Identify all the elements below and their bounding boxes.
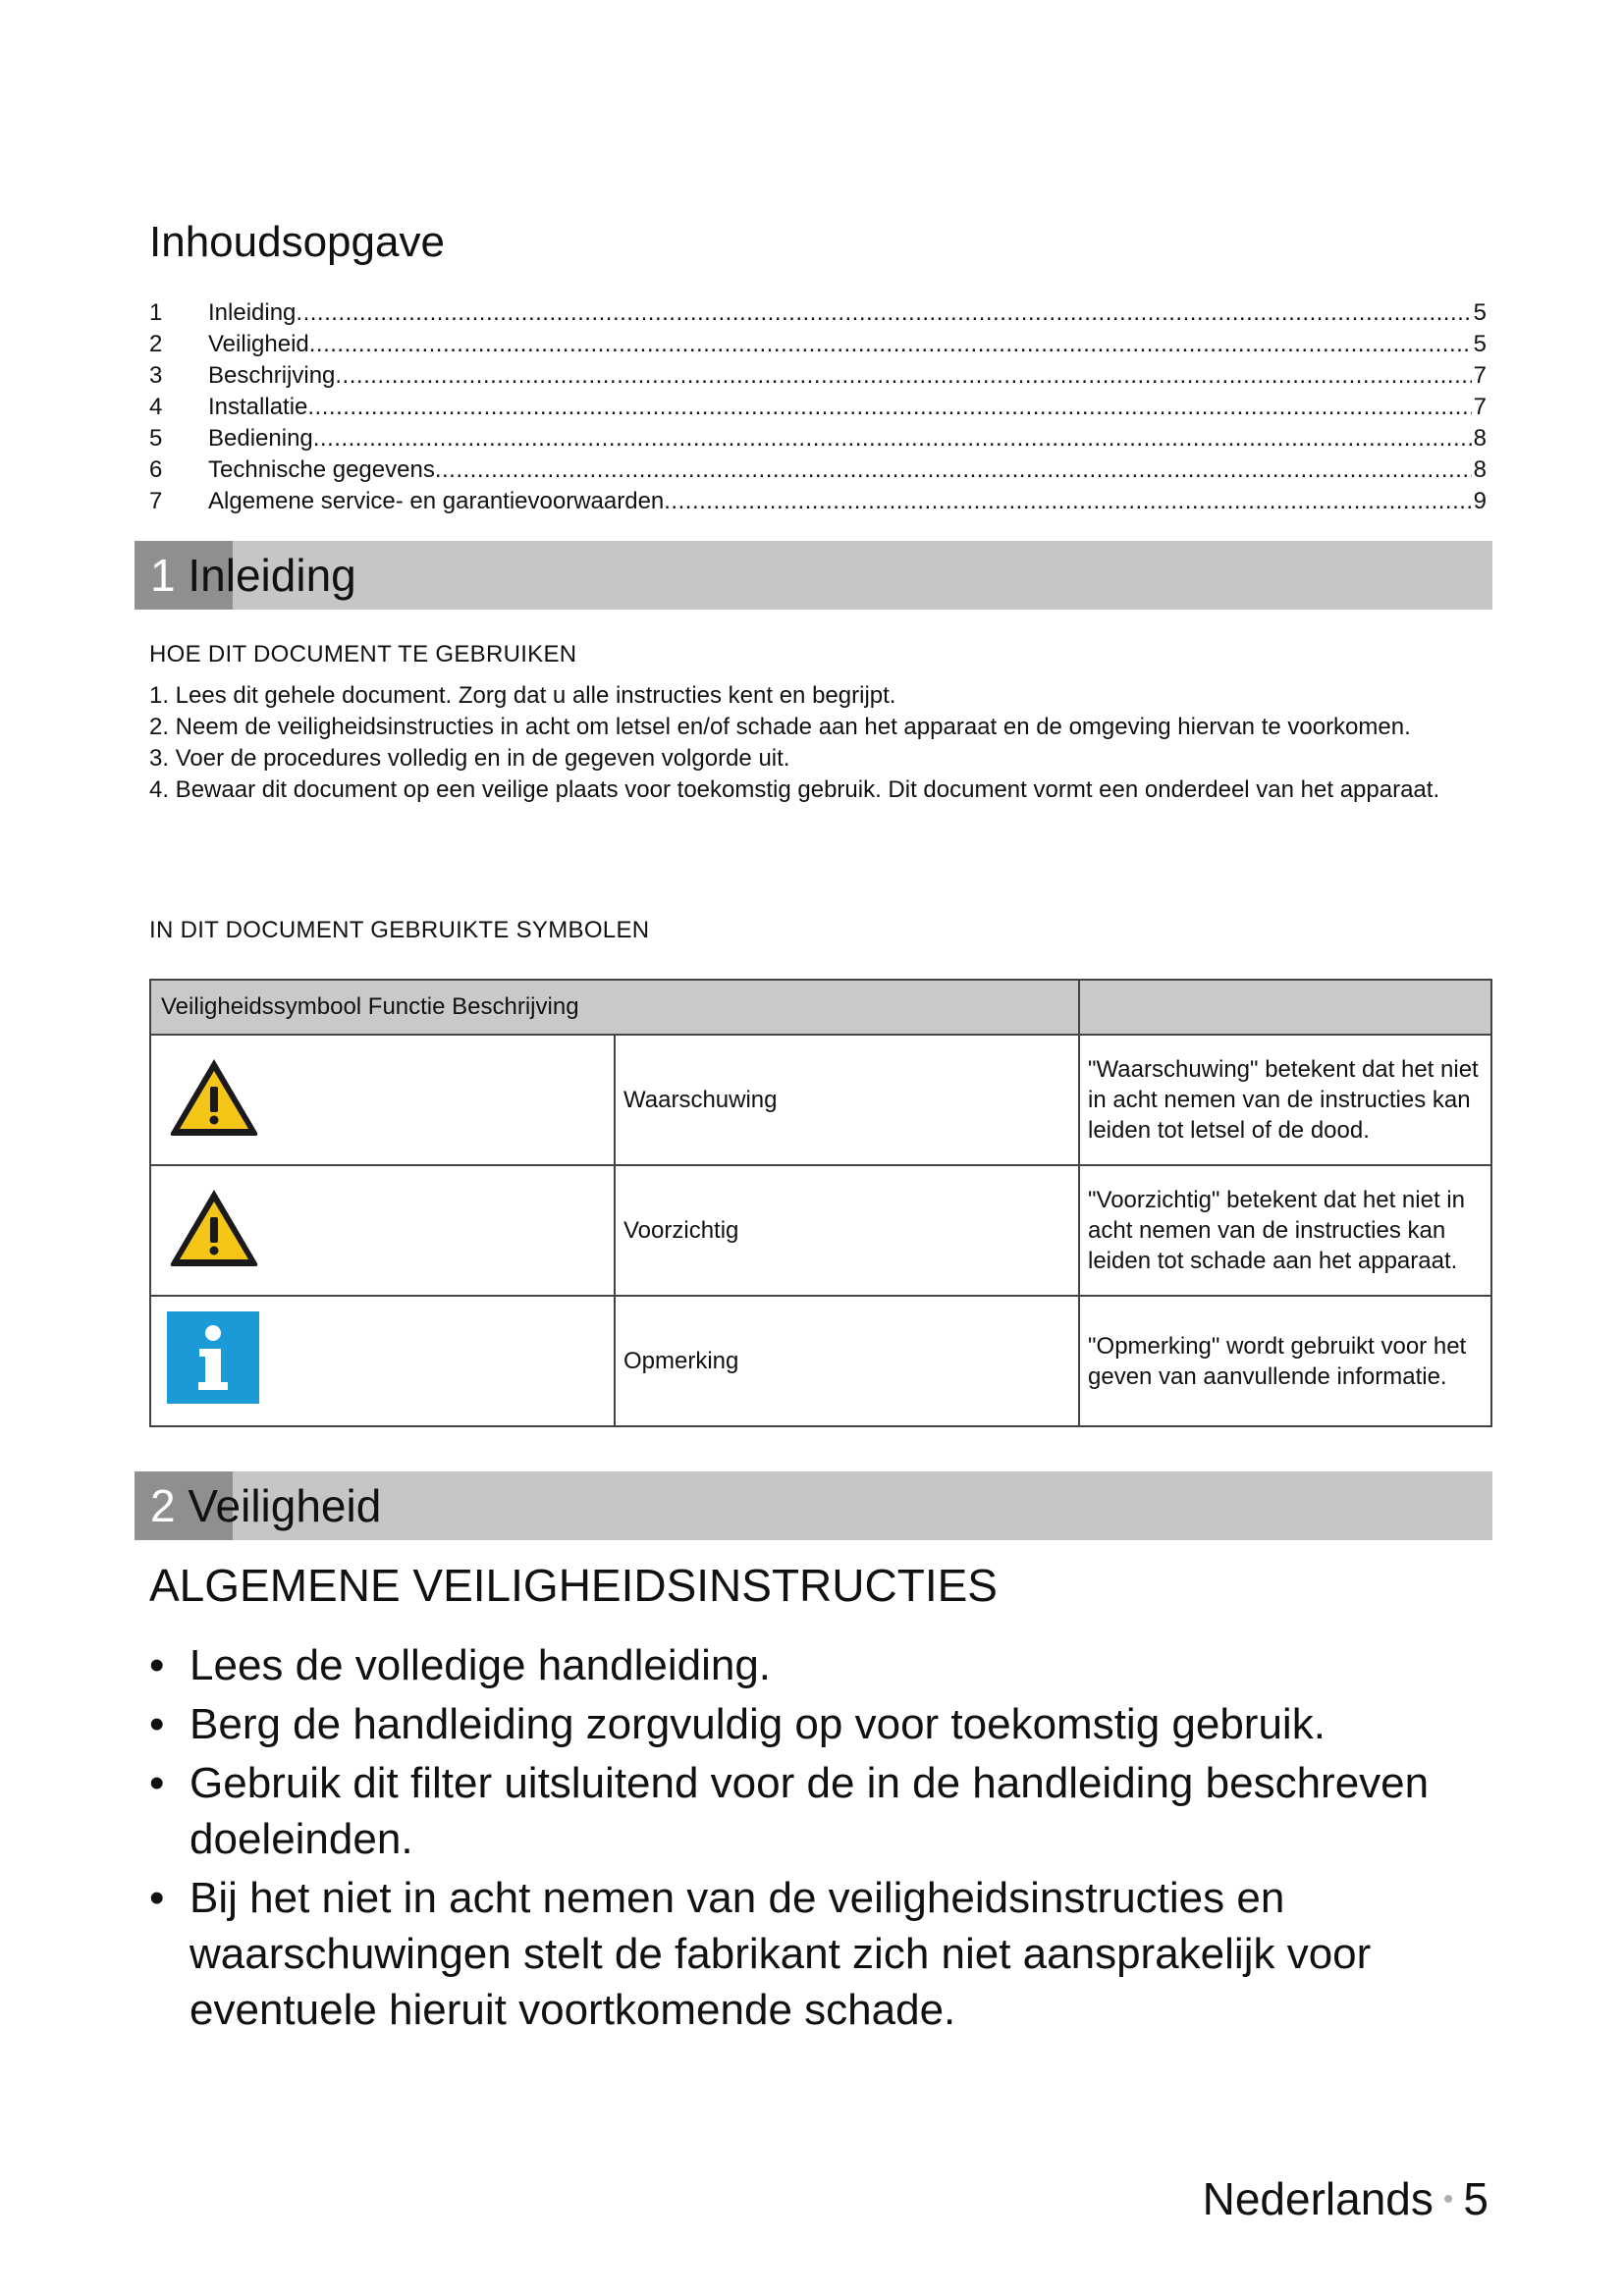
toc-item[interactable] <box>149 486 1487 517</box>
toc-leader-dots <box>307 392 1471 423</box>
description-cell: "Waarschuwing" betekent dat het niet in acht nemen van de instructies kan leiden tot letsel of de dood. <box>1079 1035 1491 1165</box>
toc-item-label: Technische gegevens <box>208 456 435 483</box>
toc-item[interactable] <box>149 329 1487 360</box>
symbols-heading: IN DIT DOCUMENT GEBRUIKTE SYMBOLEN <box>149 917 650 943</box>
toc-item-number: 5 <box>149 425 163 452</box>
page-number: 5 <box>1463 2173 1489 2224</box>
toc-item-label: Bediening <box>208 425 313 452</box>
footer-separator: • <box>1442 2183 1454 2216</box>
toc-item-label: Beschrijving <box>208 362 336 389</box>
table-header-text: Veiligheidssymbool Functie Beschrijving <box>161 993 579 1020</box>
symbols-table <box>149 979 1492 1427</box>
toc-item-page: 7 <box>1473 394 1487 420</box>
toc-item-number: 4 <box>149 394 163 420</box>
section-1-header <box>135 541 1492 610</box>
section-title: Inleiding <box>188 550 356 601</box>
info-icon <box>167 1311 259 1404</box>
toc-leader-dots <box>335 360 1471 392</box>
list-item: 2. Neem de veiligheidsinstructies in acht om letsel en/of schade aan het apparaat en de omgeving hiervan te voorkomen. <box>149 714 1411 740</box>
toc-item[interactable] <box>149 423 1487 454</box>
howto-heading: HOE DIT DOCUMENT TE GEBRUIKEN <box>149 641 577 667</box>
toc-item-number: 3 <box>149 362 163 389</box>
toc-title: Inhoudsopgave <box>149 218 445 266</box>
symbol-cell <box>150 1035 615 1165</box>
toc-item-label: Installatie <box>208 394 308 420</box>
table-header-row <box>150 980 1491 1035</box>
table-of-contents <box>149 297 1487 517</box>
section-number: 2 <box>150 1480 176 1531</box>
caution-triangle-icon <box>167 1185 261 1269</box>
instruction-list <box>149 680 1487 806</box>
toc-item-number: 2 <box>149 331 163 357</box>
list-item: • Bij het niet in acht nemen van de veiligheidsinstructies en waarschuwingen stelt de fabrikant zich niet aansprakelijk voor eventuele hieruit voortkomende schade. <box>149 1870 1524 2038</box>
function-cell: Waarschuwing <box>615 1035 1079 1165</box>
toc-item-number: 1 <box>149 299 163 326</box>
table-row <box>150 1296 1491 1426</box>
toc-item-page: 8 <box>1473 456 1487 483</box>
toc-item[interactable] <box>149 360 1487 392</box>
toc-leader-dots <box>309 329 1472 360</box>
toc-leader-dots <box>664 486 1471 517</box>
list-item: • Lees de volledige handleiding. <box>149 1637 1524 1693</box>
table-row <box>150 1165 1491 1296</box>
symbol-cell <box>150 1296 615 1426</box>
section-number: 1 <box>150 550 176 601</box>
section-2-header <box>135 1471 1492 1540</box>
table-header-cell-empty <box>1079 980 1491 1035</box>
toc-item-page: 8 <box>1473 425 1487 452</box>
toc-leader-dots <box>296 297 1471 329</box>
list-item: 1. Lees dit gehele document. Zorg dat u alle instructies kent en begrijpt. <box>149 682 896 709</box>
table-header-cell <box>150 980 1079 1035</box>
toc-item[interactable] <box>149 454 1487 486</box>
function-cell: Voorzichtig <box>615 1165 1079 1296</box>
toc-item-page: 5 <box>1473 331 1487 357</box>
toc-item-page: 7 <box>1473 362 1487 389</box>
description-cell: "Opmerking" wordt gebruikt voor het geven van aanvullende informatie. <box>1079 1296 1491 1426</box>
toc-item-number: 6 <box>149 456 163 483</box>
toc-item-label: Algemene service- en garantievoorwaarden <box>208 488 665 514</box>
description-cell: "Voorzichtig" betekent dat het niet in acht nemen van de instructies kan leiden tot schade aan het apparaat. <box>1079 1165 1491 1296</box>
function-cell: Opmerking <box>615 1296 1079 1426</box>
toc-leader-dots <box>435 454 1472 486</box>
safety-bullet-list <box>149 1637 1524 2041</box>
list-item: • Berg de handleiding zorgvuldig op voor toekomstig gebruik. <box>149 1696 1524 1752</box>
section-heading <box>150 549 356 602</box>
list-item: 3. Voer de procedures volledig en in de gegeven volgorde uit. <box>149 745 790 772</box>
table-row <box>150 1035 1491 1165</box>
section-title: Veiligheid <box>188 1480 382 1531</box>
list-item: 4. Bewaar dit document op een veilige plaats voor toekomstig gebruik. Dit document vormt een onderdeel van het apparaat. <box>149 776 1440 803</box>
safety-instructions-title: ALGEMENE VEILIGHEIDSINSTRUCTIES <box>149 1560 998 1611</box>
footer-language: Nederlands <box>1202 2173 1434 2224</box>
toc-item-number: 7 <box>149 488 163 514</box>
toc-item-label: Inleiding <box>208 299 297 326</box>
page-footer <box>1203 2172 1489 2225</box>
toc-item-page: 9 <box>1473 488 1487 514</box>
toc-item-label: Veiligheid <box>208 331 309 357</box>
toc-leader-dots <box>313 423 1472 454</box>
symbol-cell <box>150 1165 615 1296</box>
section-heading <box>150 1479 381 1532</box>
warning-triangle-icon <box>167 1054 261 1139</box>
list-item: • Gebruik dit filter uitsluitend voor de in de handleiding beschreven doeleinden. <box>149 1755 1524 1867</box>
toc-item[interactable] <box>149 392 1487 423</box>
toc-item-page: 5 <box>1473 299 1487 326</box>
toc-item[interactable] <box>149 297 1487 329</box>
